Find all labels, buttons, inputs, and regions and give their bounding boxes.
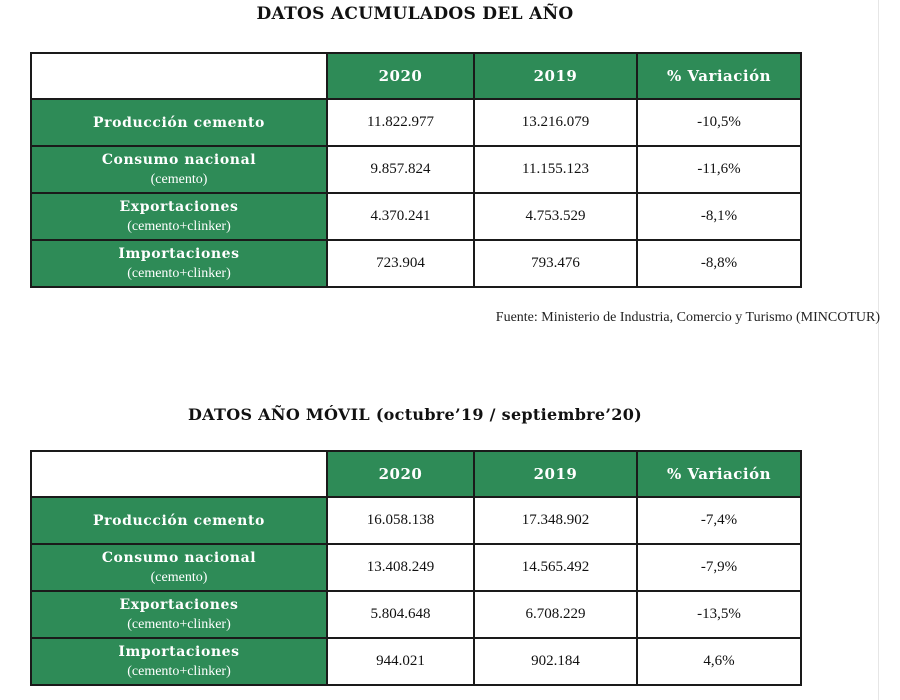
row-label (31, 240, 327, 287)
value-variation: -7,9% (637, 544, 801, 591)
row-label (31, 591, 327, 638)
table-header-row (31, 53, 801, 99)
row-label (31, 146, 327, 193)
table-header-row (31, 451, 801, 497)
value-2019: 14.565.492 (474, 544, 637, 591)
row-label-main: Consumo nacional (101, 151, 257, 168)
row-label-main: Importaciones (118, 245, 240, 262)
row-label-main: Exportaciones (119, 596, 239, 613)
value-variation: -8,1% (637, 193, 801, 240)
header-2020: 2020 (327, 53, 474, 99)
row-label-main: Producción cemento (93, 512, 265, 529)
value-2020: 723.904 (327, 240, 474, 287)
row-label (31, 638, 327, 685)
value-2020: 11.822.977 (327, 99, 474, 146)
header-2020: 2020 (327, 451, 474, 497)
header-variation: % Variación (637, 53, 801, 99)
row-label (31, 544, 327, 591)
value-variation: -10,5% (637, 99, 801, 146)
row-label-sub: (cemento) (150, 569, 208, 585)
source-note: Fuente: Ministerio de Industria, Comercio y Turismo (MINCOTUR) (495, 310, 880, 325)
value-variation: -7,4% (637, 497, 801, 544)
table-row (31, 638, 801, 685)
header-variation: % Variación (637, 451, 801, 497)
value-variation: 4,6% (637, 638, 801, 685)
value-variation: -8,8% (637, 240, 801, 287)
row-label-sub: (cemento+clinker) (127, 265, 231, 281)
row-label-sub: (cemento+clinker) (127, 663, 231, 679)
row-label-sub: (cemento+clinker) (127, 218, 231, 234)
table-row (31, 99, 801, 146)
page-edge-rule (878, 0, 879, 700)
row-label (31, 193, 327, 240)
value-2020: 4.370.241 (327, 193, 474, 240)
accumulated-data-table (30, 52, 802, 288)
section1-title: DATOS ACUMULADOS DEL AÑO (256, 4, 574, 24)
value-2019: 13.216.079 (474, 99, 637, 146)
table-row (31, 193, 801, 240)
row-label-sub: (cemento) (150, 171, 208, 187)
row-label (31, 497, 327, 544)
table-row (31, 497, 801, 544)
row-label-main: Exportaciones (119, 198, 239, 215)
value-2020: 5.804.648 (327, 591, 474, 638)
table-row (31, 544, 801, 591)
section2-title: DATOS AÑO MÓVIL (octubre’19 / septiembre’20) (188, 405, 642, 424)
value-2019: 4.753.529 (474, 193, 637, 240)
value-2019: 902.184 (474, 638, 637, 685)
row-label-main: Producción cemento (93, 114, 265, 131)
value-2019: 11.155.123 (474, 146, 637, 193)
value-2020: 944.021 (327, 638, 474, 685)
value-variation: -11,6% (637, 146, 801, 193)
value-2019: 793.476 (474, 240, 637, 287)
row-label-main: Importaciones (118, 643, 240, 660)
value-variation: -13,5% (637, 591, 801, 638)
table-row (31, 591, 801, 638)
header-2019: 2019 (474, 451, 637, 497)
value-2020: 9.857.824 (327, 146, 474, 193)
moving-year-table (30, 450, 802, 686)
header-blank-cell (31, 53, 327, 99)
row-label-sub: (cemento+clinker) (127, 616, 231, 632)
value-2019: 17.348.902 (474, 497, 637, 544)
header-blank-cell (31, 451, 327, 497)
header-2019: 2019 (474, 53, 637, 99)
value-2019: 6.708.229 (474, 591, 637, 638)
row-label (31, 99, 327, 146)
row-label-main: Consumo nacional (101, 549, 257, 566)
value-2020: 16.058.138 (327, 497, 474, 544)
table-row (31, 240, 801, 287)
value-2020: 13.408.249 (327, 544, 474, 591)
table-row (31, 146, 801, 193)
